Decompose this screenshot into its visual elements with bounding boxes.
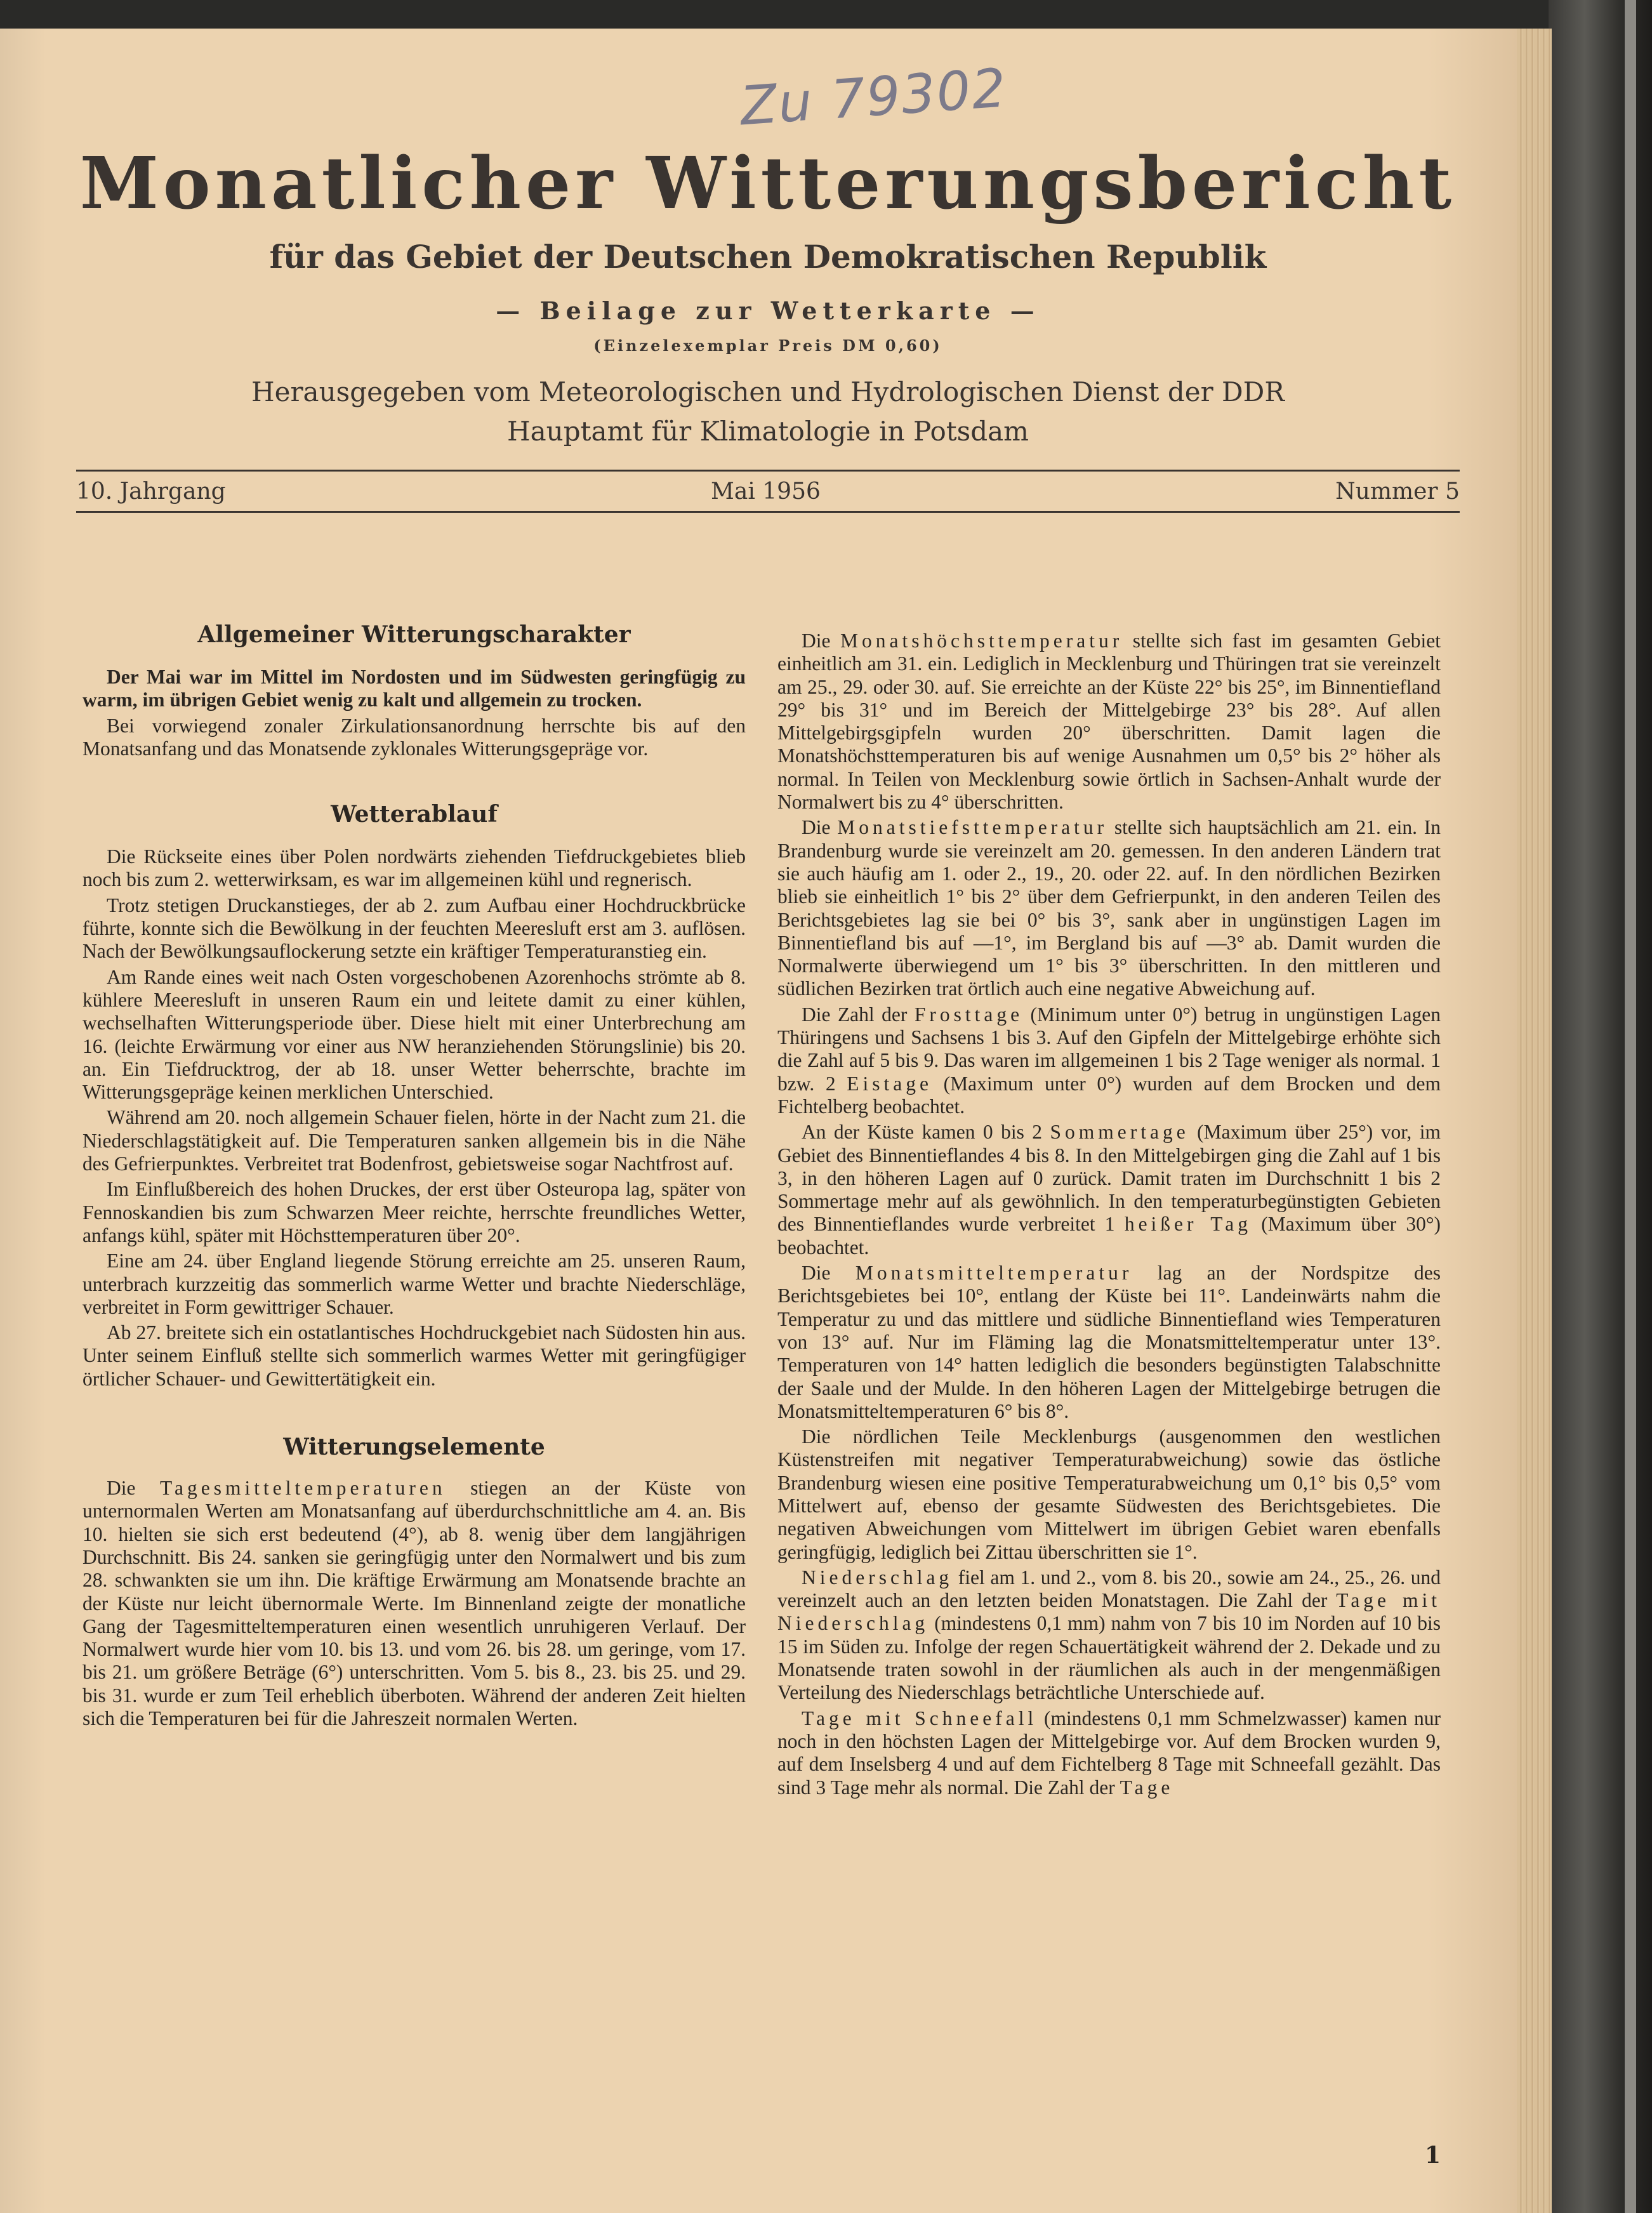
p3-prefix: Die Zahl der: [802, 1003, 915, 1026]
supplement-note: — Beilage zur Wetterkarte —: [496, 296, 1040, 325]
term-days-with-snowfall: Tage mit Schneefall: [802, 1707, 1038, 1729]
course-paragraph-1: Die Rückseite eines über Polen nordwärts ziehenden Tiefdruckgebietes blieb noch bis zum 2. wetterwirksam, es war im allgemeinen kühl und regnerisch.: [83, 845, 746, 891]
course-paragraph-6: Eine am 24. über England liegende Störung erreichte am 25. unseren Raum, unterbrach kurzzeitig das sommerlich warme Wetter und brachte Niederschläge, verbreitet in Form gewittriger Schauer.: [83, 1250, 746, 1318]
price-note: (Einzelexemplar Preis DM 0,60): [593, 336, 942, 355]
term-precipitation: Niederschlag: [802, 1566, 953, 1589]
p2-prefix: Die: [802, 816, 838, 839]
right-paragraph-5: [777, 1262, 1441, 1423]
course-paragraph-5: Im Einflußbereich des hohen Druckes, der erst über Osteuropa lag, später von Fennoskandien bis zum Schwarzen Meer reichte, herrschte freundliches Wetter, anfangs kühl, später mit Höchsttemperaturen über 20°.: [83, 1178, 746, 1246]
header-rule-bottom: [76, 511, 1460, 513]
right-paragraph-4: [777, 1121, 1441, 1259]
character-paragraph: Bei vorwiegend zonaler Zirkulationsanordnung herrschte bis auf den Monatsanfang und das Monatsende zyklonales Witterungsgepräge vor.: [83, 714, 746, 760]
header-rule-top: [76, 470, 1460, 472]
term-ice-days: Eistage: [847, 1072, 933, 1095]
right-paragraph-8: [777, 1707, 1441, 1799]
right-paragraph-6: Die nördlichen Teile Mecklenburgs (ausgenommen den westlichen Küstenstreifen mit negativer Temperaturabweichung) sowie das östliche Brandenburg wiesen eine positive Temperaturabweichung um 0,1° bis 0,5° vom Mittelwert auf, ebenso der gesamte Südwesten des Berichtsgebietes. Die negativen Abweichungen vom Mittelwert im übrigen Gebiet waren ebenfalls geringfügig, lediglich bei Zittau überschritten sie 1°.: [777, 1425, 1441, 1563]
term-days-continued: Tage: [1120, 1776, 1174, 1799]
p5-text: lag an der Nordspitze des Berichtsgebietes bei 10°, entlang der Küste bei 11°. Landeinwärts nahm die Temperatur zu und das mittlere und südliche Binnentiefland wies Temperaturen von 13° auf. Nur im Fläming lag die Monatsmitteltemperatur unter 13°. Temperaturen von 14° hatten lediglich die besonders begünstigten Talabschnitte der Saale und der Mulde. In den höheren Lagen der Mittelgebirge betrugen die Monatsmitteltemperaturen 6° bis 8°.: [777, 1262, 1441, 1422]
p4-text-a: (Maximum über 25°) vor, im Gebiet des Binnentieflandes 4 bis 8. In den Mittelgebirgen ging die Zahl auf 1 bis 3, in den höheren Lagen auf 0 zurück. Damit traten im Durchschnitt 1 bis 2 Sommertage mehr auf als gewöhnlich. In den temperaturbegünstigten Gebieten des Binnentieflandes wurde verbreitet 1: [777, 1121, 1441, 1236]
p4-text-b: (Maximum über 30°) beobachtet.: [777, 1213, 1441, 1258]
p3-text-a: (Minimum unter 0°) betrug in ungünstigen Lagen Thüringens und Sachsens 1 bis 3. Auf den Gipfeln der Mittelgebirge erhöhte sich die Zahl auf 5 bis 9. Das waren im allgemeinen 1 bis 2 Tage weniger als normal. 1 bzw. 2: [777, 1003, 1441, 1095]
right-paragraph-3: [777, 1003, 1441, 1118]
term-monthly-mean-temperature: Monatsmitteltemperatur: [855, 1262, 1133, 1285]
publication-title: Monatlicher Witterungsbericht: [79, 142, 1457, 225]
character-lead-paragraph: Der Mai war im Mittel im Nordosten und im Südwesten geringfügig zu warm, im übrigen Gebiet wenig zu kalt und allgemein zu trocken.: [83, 666, 746, 711]
publisher-line-1: Herausgegeben vom Meteorologischen und Hydrologischen Dienst der DDR: [251, 376, 1285, 407]
term-monthly-max-temperature: Monatshöchsttemperatur: [840, 630, 1123, 652]
course-paragraph-3: Am Rande eines weit nach Osten vorgeschobenen Azorenhochs strömte ab 8. kühlere Meeresluft in unseren Raum ein und leitete damit zu einer kühlen, wechselhaften Witterungsperiode über. Diese hielt mit einer Unterbrechung am 16. (leichte Erwärmung vor einer aus NW heranziehenden Störungslinie) bis 20. an. Ein Tiefdrucktrog, der ab 18. unser Wetter beherrschte, brachte im Witterungsgepräge keinen merklichen Unterschied.: [83, 965, 746, 1104]
heading-weather-elements: Witterungselemente: [283, 1434, 545, 1461]
book-binding: [1549, 0, 1652, 2213]
term-summer-days: Sommertage: [1050, 1121, 1189, 1144]
term-frost-days: Frosttage: [914, 1003, 1024, 1026]
p7-text-a: fiel am 1. und 2., vom 8. bis 20., sowie am 24., 25., 26. und vereinzelt auch an den letzten beiden Monatstagen. Die Zahl der: [777, 1566, 1441, 1612]
heading-general-character: Allgemeiner Witterungscharakter: [197, 621, 631, 648]
page-edges: [1517, 29, 1552, 2213]
page-number: 1: [1425, 2142, 1441, 2169]
elements-p1-text: stiegen an der Küste von unternormalen Werten am Monatsanfang auf überdurchschnittliche am 4. an. Bis 10. hielten sie sich erst bedeutend (4°), ab 8. wenig über dem langjährigen Durchschnitt. Bis 24. sanken sie geringfügig unter den Normalwert und bis zum 28. schwankten sie um ihn. Die kräftige Erwärmung am Monatsende brachte an der Küste nur leicht übernormale Werte. Im Binnenland zeigte der monatliche Gang der Tagesmitteltemperaturen einen wesentlich unruhigeren Verlauf. Der Normalwert wurde hier vom 10. bis 13. und vom 26. bis 28. um geringe, vom 17. bis 21. um größere Beträge (6°) unterschritten. Vom 5. bis 8., 23. bis 25. und 29. bis 31. wurde er zum Teil erheblich überboten. Während der anderen Zeit hielten sich die Temperaturen bei für die Jahreszeit normalen Werten.: [83, 1477, 746, 1729]
heading-weather-course: Wetterablauf: [331, 801, 498, 828]
p4-prefix: An der Küste kamen 0 bis 2: [802, 1121, 1050, 1144]
term-daily-mean-temperature: Tagesmitteltemperaturen: [159, 1477, 446, 1500]
elements-paragraph-1: [83, 1477, 746, 1730]
right-paragraph-2: [777, 816, 1441, 1000]
elements-p1-prefix: Die: [107, 1477, 160, 1500]
issue-volume: 10. Jahrgang: [76, 479, 226, 505]
p1-text: stellte sich fast im gesamten Gebiet einheitlich am 31. ein. Lediglich in Mecklenburg und Thüringen trat sie vereinzelt am 25., 29. oder 30. auf. Sie erreichte an der Küste 22° bis 25°, im Binnentiefland 29° bis 31° und im Bereich der Mittelgebirge 23° bis 28°. Auf allen Mittelgebirgsgipfeln wurden 20° überschritten. Damit lagen die Monatshöchsttemperaturen bis auf wenige Ausnahmen um 0,5° bis 2° höher als normal. In Teilen von Mecklenburg sowie örtlich in Sachsen-Anhalt wurde der Normalwert bis zu 4° überschritten.: [777, 630, 1441, 814]
publisher-line-2: Hauptamt für Klimatologie in Potsdam: [507, 416, 1029, 447]
handwritten-note: Zu 79302: [738, 56, 1009, 138]
course-paragraph-4: Während am 20. noch allgemein Schauer fielen, hörte in der Nacht zum 21. die Niederschlagstätigkeit auf. Die Temperaturen sanken allgemein bis in die Nähe des Gefrierpunktes. Verbreitet trat Bodenfrost, gebietsweise sogar Nachtfrost auf.: [83, 1106, 746, 1175]
term-hot-day: heißer Tag: [1124, 1213, 1252, 1236]
issue-number: Nummer 5: [1335, 479, 1460, 505]
p3-text-b: (Maximum unter 0°) wurden auf dem Brocken und dem Fichtelberg beobachtet.: [777, 1072, 1441, 1118]
p1-prefix: Die: [802, 630, 841, 652]
right-paragraph-7: [777, 1566, 1441, 1705]
left-column: [83, 619, 746, 1730]
issue-info-row: [76, 473, 1460, 511]
term-monthly-min-temperature: Monatstiefsttemperatur: [837, 816, 1108, 839]
p5-prefix: Die: [802, 1262, 856, 1285]
masthead: [76, 136, 1460, 451]
binding-spine-strip: [1625, 0, 1636, 2213]
right-paragraph-1: [777, 630, 1441, 814]
issue-date: Mai 1956: [711, 479, 821, 505]
course-paragraph-2: Trotz stetigen Druckanstieges, der ab 2. zum Aufbau einer Hochdruckbrücke führte, konnte sich die Bewölkung in der feuchten Meeresluft erst am 3. auflösen. Nach der Bewölkungsauflockerung setzte ein kräftiger Temperaturanstieg ein.: [83, 894, 746, 963]
p7-text-b: (mindestens 0,1 mm) nahm von 7 bis 10 im Norden auf 10 bis 15 im Süden zu. Infolge der regen Schauertätigkeit während der 2. Dekade und zu Monatsende traten sowohl in der räumlichen als auch in der mengenmäßigen Verteilung des Niederschlags beträchtliche Unterschiede auf.: [777, 1612, 1441, 1704]
p2-text: stellte sich hauptsächlich am 21. ein. In Brandenburg wurde sie vereinzelt am 20. gemessen. In den anderen Ländern trat sie auch häufig am 1. oder 2., 19., 20. oder 22. auf. In den nördlichen Bezirken blieb sie einheitlich 1° bis 2° über dem Gefrierpunkt, in den anderen Teilen des Berichtsgebietes lag sie bei 0° bis 3°, sank aber in ungünstigen Lagen im Binnentiefland bis auf —1°, im Bergland bis auf —3° ab. Damit wurden die Normalwerte überwiegend um 1° bis 3° überschritten. In den mittleren und südlichen Bezirken trat örtlich auch eine negative Abweichung auf.: [777, 816, 1441, 1000]
publication-subtitle: für das Gebiet der Deutschen Demokratischen Republik: [269, 238, 1267, 275]
p8-text-a: (mindestens 0,1 mm Schmelzwasser) kamen nur noch in den höchsten Lagen der Mittelgebirge vor. Auf dem Brocken wurden 9, auf dem Inselsberg 4 und auf dem Fichtelberg 8 Tage mit Schneefall gezählt. Das sind 3 Tage mehr als normal. Die Zahl der: [777, 1707, 1441, 1799]
term-days-with-precipitation: Tage mit Niederschlag: [777, 1589, 1441, 1635]
course-paragraph-7: Ab 27. breitete sich ein ostatlantisches Hochdruckgebiet nach Südosten hin aus. Unter seinem Einfluß stellte sich sommerlich warmes Wetter mit geringfügiger örtlicher Schauer- und Gewittertätigkeit ein.: [83, 1321, 746, 1390]
right-column: [777, 630, 1441, 1799]
document-page: [0, 29, 1552, 2213]
